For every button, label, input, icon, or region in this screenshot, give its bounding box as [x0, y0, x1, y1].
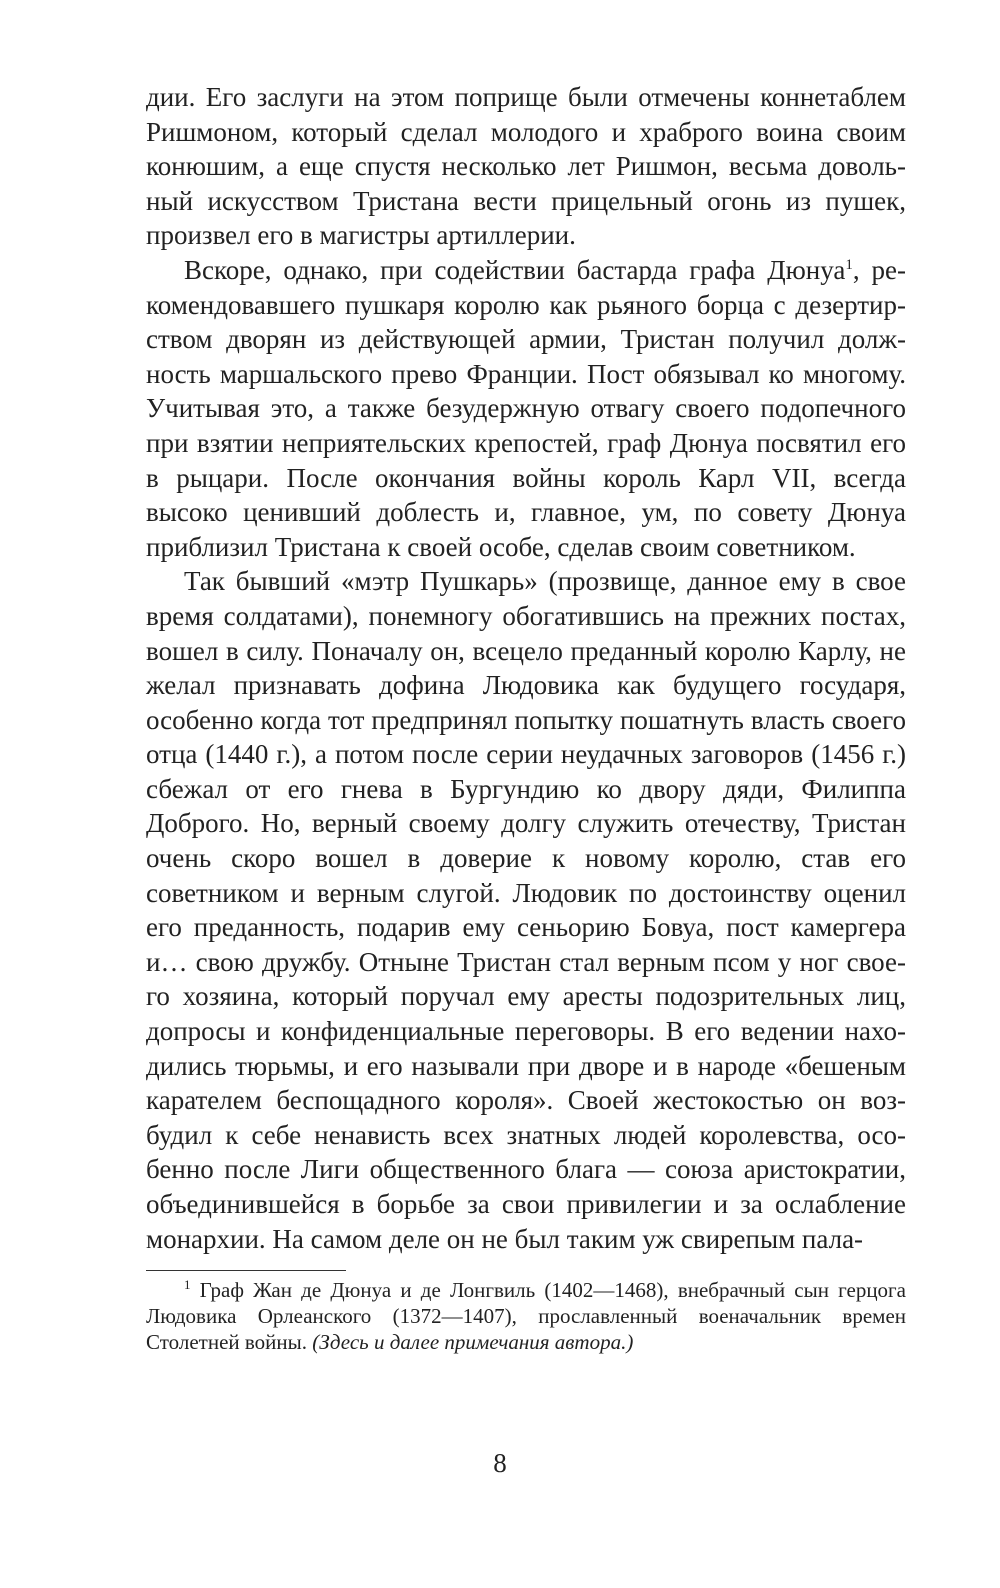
- paragraph-2: [146, 253, 906, 564]
- footnote-1: [146, 1277, 906, 1355]
- paragraph-1: дии. Его заслуги на этом поприще были отмечены коннетаблем Ришмоном, который сделал молодого и храброго воина своим конюшим, а еще спустя несколько лет Ришмон, весьма довольный искусством Тристана вести прицельный огонь из пушек, произвел его в магистры артиллерии.: [146, 82, 906, 251]
- footnote-reference-1: 1: [845, 256, 853, 273]
- paragraph-2-text-end: , рекомендовавшего пушкаря королю как рьяного борца с дезертирством дворян из действующей армии, Тристан получил должность маршальского прево Франции. Пост обязывал ко многому. Учитывая это, а также безудержную отвагу своего подопечного при взятии неприятельских крепостей, граф Дюнуа посвятил его в рыцари. После окончания войны король Карл VII, всегда высоко ценивший доблесть и, главное, ум, по совету Дюнуа приблизил Тристана к своей особе, сделав своим советником.: [146, 254, 907, 562]
- page-body: [146, 80, 906, 1355]
- footnote-mark: 1: [184, 1277, 191, 1293]
- page-number: 8: [493, 1448, 507, 1478]
- footnote-divider: [146, 1270, 346, 1271]
- footnote-author-note: (Здесь и далее примечания автора.): [312, 1330, 634, 1355]
- footnote-text: Граф Жан де Дюнуа и де Лонгвиль (1402—1468), внебрачный сын герцога Людовика Орлеанского (1372—1407), прославленный военачальник времен Столетней войны.: [146, 1278, 906, 1355]
- paragraph-2-text-start: Вскоре, однако, при содействии бастарда графа Дюнуа: [184, 254, 846, 285]
- paragraph-3: Так бывший «мэтр Пушкарь» (прозвище, данное ему в свое время солдатами), понемногу обогатившись на прежних постах, вошел в силу. Поначалу он, всецело преданный королю Карлу, не желал признавать дофина Людовика как будущего государя, особенно когда тот предпринял попытку пошатнуть власть своего отца (1440 г.), а потом после серии неудачных заговоров (1456 г.) сбежал от его гнева в Бургундию ко двору дяди, Филиппа Доброго. Но, верный своему долгу служить отечеству, Тристан очень скоро вошел в доверие к новому королю, став его советником и верным слугой. Людовик по достоинству оценил его преданность, подарив ему сеньорию Бовуа, пост камергера и… свою дружбу. Отныне Тристан стал верным псом у ног своего хозяина, который поручал ему аресты подозрительных лиц, допросы и конфиденциальные переговоры. В его ведении находились тюрьмы, и его называли при дворе и в народе «бешеным карателем беспощадного короля». Своей жестокостью он возбудил к себе ненависть всех знатных людей королевства, особенно после Лиги общественного блага — союза аристократии, объединившейся в борьбе за свои привилегии и за ослабление монархии. На самом деле он не был таким уж свирепым пала-: [146, 566, 906, 1254]
